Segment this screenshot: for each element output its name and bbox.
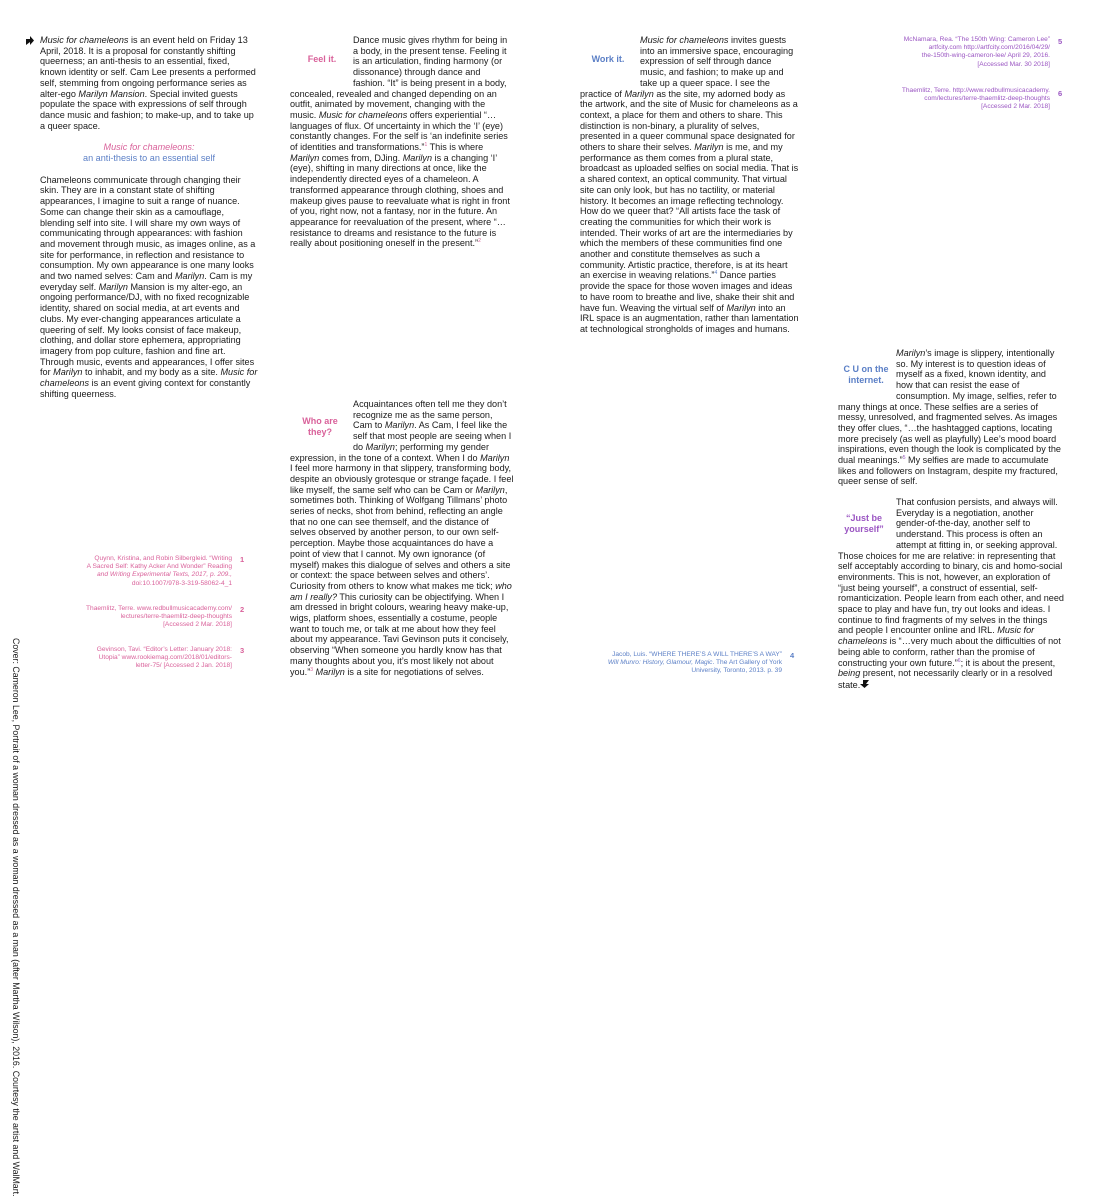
- who-are-they-heading: Who are they?: [302, 416, 338, 437]
- feel-it-section: Dance music gives rhythm for being in a body, in the present tense. Feeling it is an articulation, finding harmony (or dissonance) through dance and fashion. “It” is being present in a body, concealed, revealed and changed depending on an outfit, animated by movement, changing with the music. Music for chameleons offers experiential “…languages of flux. Of uncertainty in which the ‘I’ (eye) constantly changes. For the self is ‘an indefinite series of identities and transformations.”$^1$ This is where Marilyn comes from, DJing. Marilyn is a changing ‘I’ (eye), shifting in many directions at once, like the independently directed eyes of a chameleon. A transformed appearance through clothing, shoes and makeup gives pause to reevaluate what is right in front of you, right now, not a fantasy, nor in the future. An appearance for reevaluation of the present, where “…resistance to dreams and resistance to the future is really about positioning oneself in the present.”$^2$: [290, 35, 510, 249]
- footnote-6: Thaemlitz, Terre. http://www.redbullmusicacademy. com/lectures/terre-thaemlitz-deep-thoughts [Accessed 2 Mar. 2018]: [901, 87, 1050, 111]
- who-are-they-section: Acquaintances often tell me they don’t recognize me as the same person, Cam to Marilyn. As Cam, I feel like the self that most people are seeing when I do Marilyn; performing my gender expression, in the tone of a context. When I do Marilyn I feel more harmony in that slippery, transforming body, despite an obviously grotesque or strange façade. I feel like myself, the same self who can be Cam or Marilyn, sometimes both. Thinking of Wolfgang Tillmans’ photo series of necks, shot from behind, reflecting an angle that no one can see themself, and the distance of selves observed by another person, to our own self-perception. Maybe those acquaintances do have a point of view that I cannot. My own ignorance (of myself) makes this dialogue of selves and others a site or context: the space between selves and others’. Curiosity from others to know what makes me tick; who am I really? This curiosity can be objectifying. When I am dressed in bright colours, wearing heavy make-up, wigs, platform shoes, essentially a costume, people want to touch me, or talk at me about how they feel about my appearance. Tavi Gevinson puts it concisely, observing “When someone you hardly know has that many thoughts about you, it’s most likely not about you.”$^3$ Marilyn is a site for negotiations of selves.: [290, 399, 514, 677]
- cover-caption: Cover: Cameron Lee, Portrait of a woman dressed as a woman dressed as a man (after Martha Wilson), 2016. Courtesy the artist and WalMart.: [11, 638, 21, 1197]
- cu-on-internet-heading: C U on the internet.: [843, 364, 889, 385]
- intro-paragraph: Music for chameleons is an event held on Friday 13 April, 2018. It is a proposal for constantly shifting queerness; an anti-thesis to an essential, fixed, known identity or self. Cam Lee presents a performed self, stemming from ongoing performance series as alter-ego Marilyn Mansion. Special invited guests populate the space with expressions of self through dance music and fashion; to make-up, and to take up a queer space.: [40, 35, 256, 131]
- start-arrow-icon: [24, 35, 35, 46]
- section-subtitle: Music for chameleons: an anti-thesis to an essential self: [83, 142, 215, 164]
- work-it-section: Music for chameleons invites guests into an immersive space, encouraging expression of self through dance music, and fashion; to make up and take up a queer space. I see the practice of Marilyn as the site, my adorned body as the artwork, and the site of Music for chameleons as a context, a place for them and others to share. This distinction is non-binary, a plurality of selves, presented in a queer communal space designated for others to share their selves. Marilyn is me, and my performance as them comes from a plural state, broadcast as uploaded selfies on social media. That is a shared context, an optical community. That virtual site can only look, but has no tactility, or material history. It becomes an image reflecting technology. How do we queer that? “All artists face the task of creating the communities for which their work is intended. Their works of art are the intermediaries by which the members of these communities find one another and constitute themselves as such a community. Artistic practice, therefore, is at its heart an exercise in weaving relations.”$^4$ Dance parties provide the space for those woven images and ideas to have room to breathe and live, shake their shit and have fun. Weaving the virtual self of Marilyn into an IRL space is an augmentation, rather than lamentation at technological strongholds of images and humans.: [580, 35, 799, 334]
- footnote-number-1: 1: [240, 555, 245, 564]
- chameleons-paragraph: Chameleons communicate through changing their skin. They are in a constant state of shifting appearances, I imagine to suit a range of nuance. Some can change their skin as a camouflage, blending self into site. I will share my own ways of communicating through appearances: with fashion and movement through music, as images online, as a site for performance, in reflection and resistance to consumption. My own appearance is one many looks and two named selves: Cam and Marilyn. Cam is my everyday self. Marilyn Mansion is my alter-ego, an ongoing performance/DJ, with no fixed recognizable identity, shared on social media, at art events and clubs. My ever-changing appearances articulate a queering of self. My looks consist of face makeup, clothing, and dollar store ephemera, appropriating imagery from pop culture, fashion and fine art. Through music, events and appearances, I offer sites for Marilyn to inhabit, and my body as a site. Music for chameleons is an event giving context for constantly shifting queerness.: [40, 174, 258, 399]
- footnote-number-4: 4: [790, 651, 795, 660]
- footnote-number-2: 2: [240, 605, 245, 614]
- work-it-heading: Work it.: [591, 54, 625, 64]
- footnote-3: Gevinson, Tavi. “Editor’s Letter: January 2018: Utopia” www.rookiemag.com/2018/01/editors- letter-75/ [Accessed 2 Jan. 2018]: [96, 646, 232, 670]
- end-arrow-icon: [860, 679, 870, 689]
- footnote-2: Thaemlitz, Terre. www.redbullmusicacademy.com/ lectures/terre-thaemlitz-deep-thoughts [Accessed 2 Mar. 2018]: [86, 605, 232, 629]
- footnote-number-5: 5: [1058, 37, 1063, 46]
- footnote-number-3: 3: [240, 646, 245, 655]
- just-be-yourself-section: That confusion persists, and always will. Everyday is a negotiation, another gender-of-the-day, another self to understand. This process is often an attempt at fitting in, or seeking approval. Those choices for me are relative: in representing that self acceptably according to binary, cis and homo-social environments. This is not, however, an exploration of “just being yourself”, a construct of essential, self-romanticization. People learn from each other, and need space to play and have fun, try out looks and ideas. I continue to find fragments of my selves in the things and people I encounter online and IRL. Music for chameleons is “…very much about the difficulties of not being able to conform, rather than the promise of constructing your own future.”$^6$; it is about the present, being present, not necessarily clearly or in a resolved state.: [838, 497, 1064, 690]
- just-be-yourself-heading: “Just be yourself”: [844, 513, 884, 534]
- feel-it-heading: Feel it.: [307, 54, 337, 64]
- footnote-5: McNamara, Rea. “The 150th Wing: Cameron Lee” artfcity.com http://artfcity.com/2016/04/29/ the-150th-wing-cameron-lee/ April 29, 2016. [Accessed Mar. 30 2018]: [903, 36, 1050, 68]
- footnote-4: Jacob, Luis. “WHERE THERE’S A WILL THERE’S A WAY” Will Munro: History, Glamour, Magic. The Art Gallery of York University, Toronto, 2013. p. 39: [607, 651, 782, 675]
- footnote-number-6: 6: [1058, 89, 1063, 98]
- cu-on-internet-section: Marilyn’s image is slippery, intentionally so. My interest is to question ideas of myself as a fixed, known identity, and how that can resist the ease of consumption. My image, selfies, refer to many things at once. These selfies are a series of messy, unresolved, and fragmented selves. As images they offer clues, “…the hashtagged captions, locating more precisely (as well as playfully) Lee’s mood board inspirations, even though the look is complicated by the dual meanings.”$^5$ My selfies are made to accumulate likes and followers on Instagram, despite my fractured, queer sense of self.: [838, 348, 1061, 487]
- event-title: Music for chameleons: [40, 35, 129, 45]
- footnote-1: Quynn, Kristina, and Robin Silbergleid. “Writing A Sacred Self: Kathy Acker And Wonder” Reading and Writing Experimental Texts, 2017, p. 209., doi:10.1007/978-3-319-58062-4_1: [86, 555, 232, 587]
- intro-column: [40, 35, 258, 400]
